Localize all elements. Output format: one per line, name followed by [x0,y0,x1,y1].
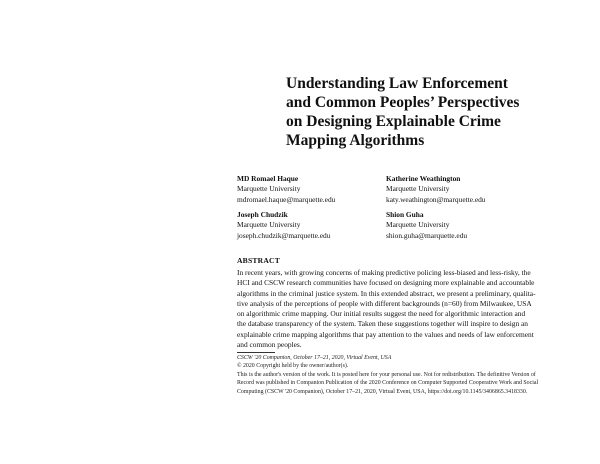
footnote-divider [237,352,275,353]
footnote-copyright: © 2020 Copyright held by the owner/author(s). [237,363,349,370]
footnote-line: Computing (CSCW '20 Companion), October 17–21, 2020, Virtual Event, USA, https://doi.org/10.1145/3406865.3418330. [237,388,528,395]
author-email[interactable]: shion.guha@marquette.edu [386,230,468,240]
abstract-line: and common peoples. [237,340,302,350]
author-affiliation: Marquette University [237,220,301,230]
author-email[interactable]: joseph.chudzik@marquette.edu [237,230,331,240]
author-block [386,210,467,241]
footnote-line: This is the author's version of the work. It is posted here for your personal use. Not for redistribution. The definitive Version of [237,371,536,378]
author-email[interactable]: katy.weathington@marquette.edu [386,194,486,204]
abstract-line: algorithms in the criminal justice system. In this extended abstract, we present a preliminary, qualita- [237,288,536,298]
abstract-heading: ABSTRACT [237,256,280,265]
author-name: Katherine Weathington [386,174,461,183]
abstract-line: explainable crime mapping algorithms that pay attention to the values and needs of law enforcement [237,329,534,339]
author-name: MD Romael Haque [237,174,299,183]
author-block [386,174,486,205]
title-line: and Common Peoples’ Perspectives [286,94,520,111]
footnote-line: Record was published in Companion Publication of the 2020 Conference on Computer Supported Cooperative Work and Social [237,380,539,387]
title-line: on Designing Explainable Crime [286,113,501,130]
author-affiliation: Marquette University [386,220,450,230]
abstract-line: the database transparency of the system. Taken these suggestions together will inspire to design an [237,319,528,329]
author-block [237,210,330,241]
abstract-body [237,268,557,350]
abstract-line: HCI and CSCW research communities have focused on designing more explainable and accountable [237,278,535,288]
footnote-venue: CSCW '20 Companion, October 17–21, 2020, Virtual Event, USA [237,355,392,361]
author-email[interactable]: mdromael.haque@marquette.edu [237,194,336,204]
abstract-line: on algorithmic crime mapping. Our initial results suggest the need for algorithmic interaction and [237,309,526,319]
title-line: Mapping Algorithms [286,132,425,149]
author-name: Joseph Chudzik [237,210,288,219]
abstract-line: In recent years, with growing concerns of making predictive policing less-biased and less-risky, the [237,268,531,277]
paper-title [286,74,586,150]
author-affiliation: Marquette University [386,184,450,194]
abstract-line: tive analysis of the perceptions of people with different backgrounds (n=60) from Milwaukee, USA [237,298,532,308]
author-name: Shion Guha [386,210,424,219]
author-block [237,174,335,205]
author-affiliation: Marquette University [237,184,301,194]
title-line: Understanding Law Enforcement [286,75,508,92]
footnote [237,354,567,396]
